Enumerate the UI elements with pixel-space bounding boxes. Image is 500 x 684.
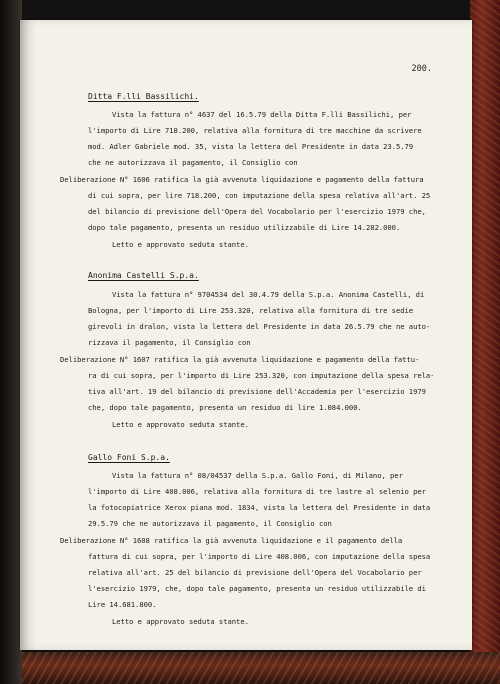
section-1-line: Vista la fattura n° 4637 del 16.5.79 della Ditta F.lli Bassilichi, per [112,110,412,119]
section-1-line: Letto e approvato seduta stante. [112,240,249,249]
section-1-line: l'importo di Lire 718.200, relativa alla fornitura di tre macchine da scrivere [88,126,422,135]
section-2-line: ra di cui sopra, per l'importo di Lire 253.320, con imputazione della spesa rela- [88,371,435,380]
section-1-line: del bilancio di previsione dell'Opera del Vocabolario per l'esercizio 1979 che, [88,207,426,216]
book-cover-edge [470,0,500,684]
section-2-line: che, dopo tale pagamento, presenta un residuo di lire 1.084.000. [88,403,362,412]
section-2-line: Vista la fattura n° 9704534 del 30.4.79 della S.p.a. Anonima Castelli, di [112,290,425,299]
section-3-heading: Gallo Foni S.p.a. [88,453,170,462]
section-2-line: rizzava il pagamento, il Consiglio con [88,338,251,347]
section-2-line: Bologna, per l'importo di Lire 253.320, relativa alla fornitura di tre sedie [88,306,414,315]
section-1-line: Deliberazione N° 1606 ratifica la già avvenuta liquidazione e pagamento della fattura [60,175,424,184]
section-3-line: relativa all'art. 25 del bilancio di previsione dell'Opera del Vocabolario per [88,568,422,577]
section-1-line: mod. Adler Gabriele mod. 35, vista la lettera del Presidente in data 23.5.79 [88,142,414,151]
section-1-heading: Ditta F.lli Bassilichi. [88,92,199,101]
section-1-line: che ne autorizzava il pagamento, il Consiglio con [88,158,298,167]
section-1-line: di cui sopra, per lire 718.200, con imputazione della spesa relativa all'art. 25 [88,191,431,200]
section-3-line: Lire 14.681.800. [88,600,157,609]
section-2-heading: Anonima Castelli S.p.a. [88,271,199,280]
section-3-line: 29.5.79 che ne autorizzava il pagamento, il Consiglio con [88,519,332,528]
section-3-line: l'esercizio 1979, che, dopo tale pagamento, presenta un residuo utilizzabile di [88,584,426,593]
section-3-line: fattura di cui sopra, per l'importo di Lire 408.006, con imputazione della spesa [88,552,431,561]
book-cover-bottom [22,652,500,684]
page-number: 200. [411,64,432,74]
binder-spine [0,0,22,684]
section-3-line: Letto e approvato seduta stante. [112,617,249,626]
section-3-line: la fotocopiatrice Xerox piana mod. 1834, vista la lettera del Presidente in data [88,503,431,512]
section-3-line: Vista la fattura n° 08/04537 della S.p.a. Gallo Foni, di Milano, per [112,471,403,480]
section-2-line: tiva all'art. 19 del bilancio di previsione dell'Accademia per l'esercizio 1979 [88,387,426,396]
document-page [20,20,472,650]
section-1-line: dopo tale pagamento, presenta un residuo utilizzabile di Lire 14.282.000. [88,223,401,232]
section-3-line: Deliberazione N° 1608 ratifica la già avvenuta liquidazione e il pagamento della [60,536,403,545]
section-2-line: girevoli in dralon, vista la lettera del Presidente in data 26.5.79 che ne auto- [88,322,431,331]
section-2-line: Letto e approvato seduta stante. [112,420,249,429]
section-3-line: l'importo di Lire 408.006, relativa alla fornitura di tre lastre al selenio per [88,487,426,496]
section-2-line: Deliberazione N° 1607 ratifica la già avvenuta liquidazione e pagamento della fattu- [60,355,420,364]
